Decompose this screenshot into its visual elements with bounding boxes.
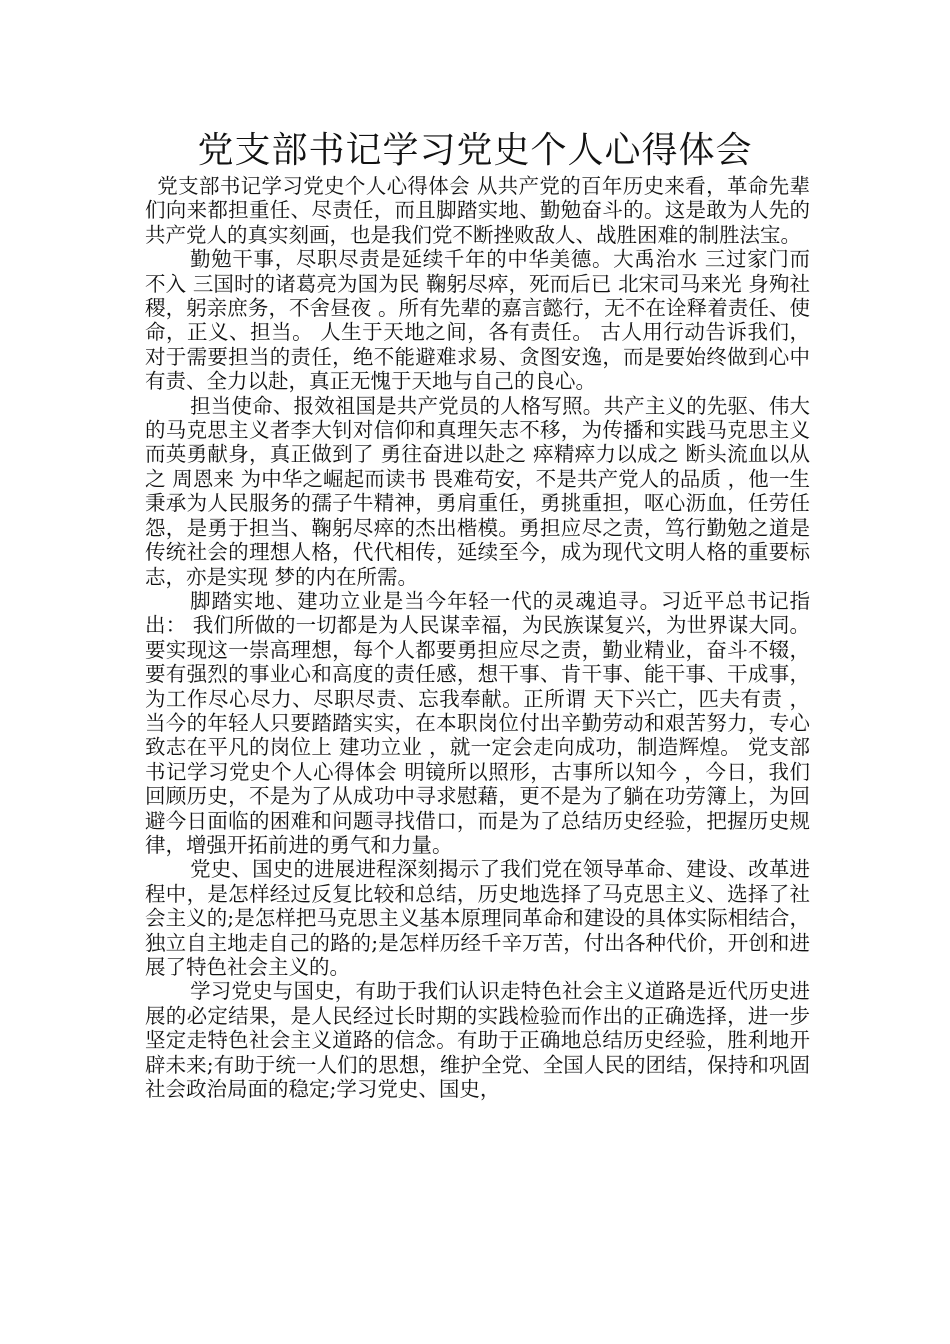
paragraph-intro: 党支部书记学习党史个人心得体会 从共产党的百年历史来看，革命先辈们向来都担重任、尽责任，而且脚踏实地、勤勉奋斗的。这是敢为人先的共产党人的真实刻画，也是我们党不断挫败敌人、战胜困难的制胜法宝。 <box>145 174 810 247</box>
paragraph-diligence: 勤勉干事，尽职尽责是延续千年的中华美德。大禹治水 三过家门而不入 三国时的诸葛亮为国为民 鞠躬尽瘁，死而后已 北宋司马来光 身殉社稷，躬亲庶务，不舍昼夜 。所有先辈的嘉言懿行，无不在诠释着责任、使命，正义、担当。 人生于天地之间，各有责任。 古人用行动告诉我们，对于需要担当的责任，绝不能避难求易、贪图安逸，而是要始终做到心中有责、全力以赴，真正无愧于天地与自己的良心。 <box>145 247 810 394</box>
document-body <box>145 174 810 1101</box>
paragraph-mission: 担当使命、报效祖国是共产党员的人格写照。共产主义的先驱、伟大的马克思主义者李大钊对信仰和真理矢志不移，为传播和实践马克思主义而英勇献身，真正做到了 勇往奋进以赴之 瘁精瘁力以成之 断头流血以从之 周恩来 为中华之崛起而读书 畏难苟安，不是共产党人的品质 ，他一生秉承为人民服务的孺子牛精神，勇肩重任，勇挑重担，呕心沥血，任劳任怨，是勇于担当、鞠躬尽瘁的杰出楷模。勇担应尽之责，笃行勤勉之道是传统社会的理想人格，代代相传，延续至今，成为现代文明人格的重要标志，亦是实现 梦的内在所需。 <box>145 393 810 589</box>
paragraph-history-process: 党史、国史的进展进程深刻揭示了我们党在领导革命、建设、改革进程中，是怎样经过反复比较和总结，历史地选择了马克思主义、选择了社会主义的;是怎样把马克思主义基本原理同革命和建设的具体实际相结合，独立自主地走自己的路的;是怎样历经千辛万苦，付出各种代价，开创和进展了特色社会主义的。 <box>145 857 810 979</box>
document-title: 党支部书记学习党史个人心得体会 <box>197 130 753 171</box>
paragraph-down-to-earth: 脚踏实地、建功立业是当今年轻一代的灵魂追寻。习近平总书记指出： 我们所做的一切都是为人民谋幸福，为民族谋复兴，为世界谋大同。 要实现这一崇高理想，每个人都要勇担应尽之责，勤业精业，奋斗不辍，要有强烈的事业心和高度的责任感，想干事、肯干事、能干事、干成事，为工作尽心尽力、尽职尽责、忘我奉献。正所谓 天下兴亡，匹夫有责 ，当今的年轻人只要踏踏实实，在本职岗位付出辛勤劳动和艰苦努力，专心致志在平凡的岗位上 建功立业 ，就一定会走向成功，制造辉煌。 党支部书记学习党史个人心得体会 明镜所以照形，古事所以知今 ，今日，我们回顾历史，不是为了从成功中寻求慰藉，更不是为了躺在功劳簿上，为回避今日面临的困难和问题寻找借口，而是为了总结历史经验，把握历史规律，增强开拓前进的勇气和力量。 <box>145 588 810 857</box>
paragraph-study-history: 学习党史与国史，有助于我们认识走特色社会主义道路是近代历史进展的必定结果，是人民经过长时期的实践检验而作出的正确选择，进一步坚定走特色社会主义道路的信念。有助于正确地总结历史经验，胜利地开辟未来;有助于统一人们的思想，维护全党、全国人民的团结，保持和巩固社会政治局面的稳定;学习党史、国史， <box>145 979 810 1102</box>
